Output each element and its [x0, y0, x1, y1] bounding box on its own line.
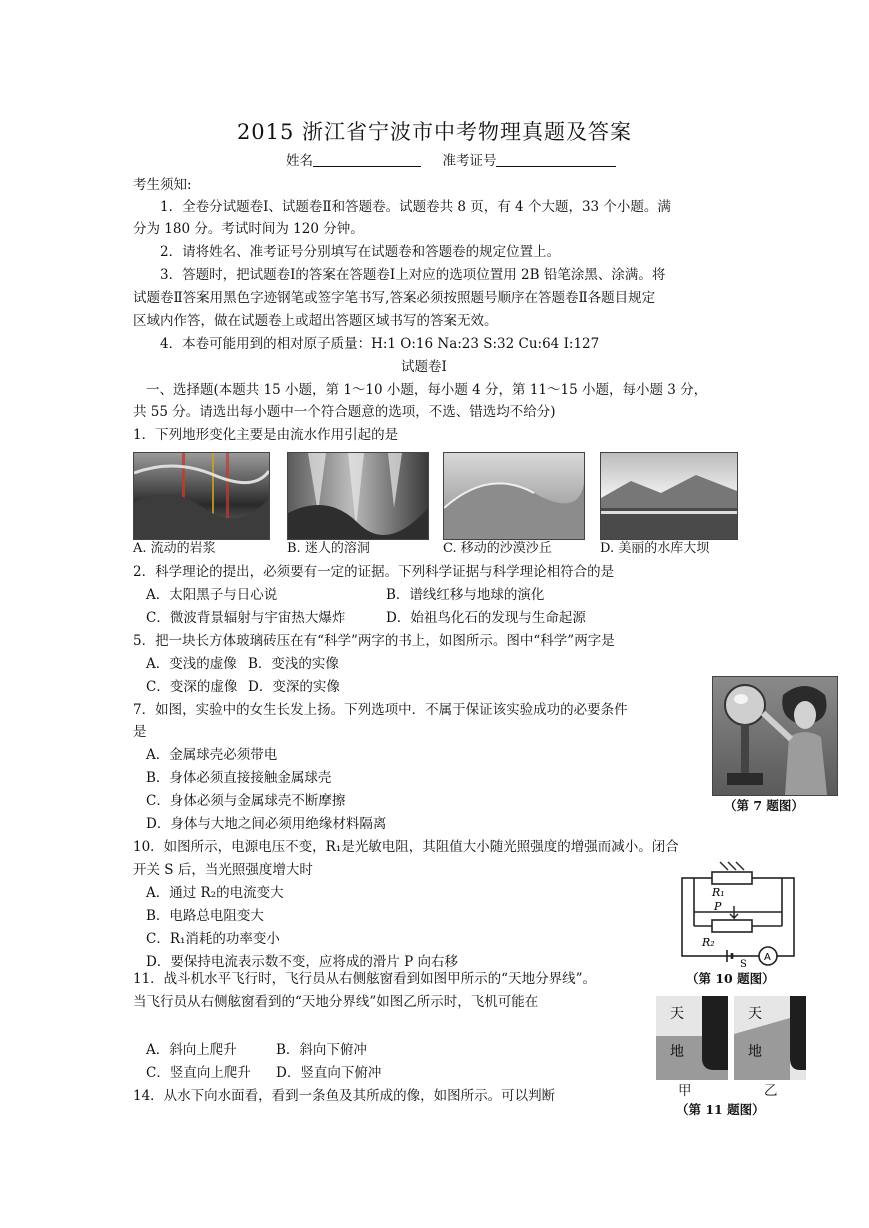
name-blank: [313, 152, 421, 167]
q5-option-c: C．变深的虚像: [146, 679, 238, 695]
notice-item-4: 4．本卷可能用到的相对原子质量：H:1 O:16 Na:23 S:32 Cu:64 I:127: [160, 336, 600, 352]
q1-option-b: B. 迷人的溶洞: [287, 541, 370, 556]
notice-heading: 考生须知:: [133, 177, 192, 193]
q10-stem: 10．如图所示，电源电压不变，R₁是光敏电阻，其阻值大小随光照强度的增强而减小。闭合: [133, 839, 679, 855]
q11-stem: 11．战斗机水平飞行时，飞行员从右侧舷窗看到如图甲所示的“天地分界线”。: [133, 971, 596, 987]
q7-stem: 7．如图，实验中的女生长发上扬。下列选项中．不属于保证该实验成功的必要条件: [133, 702, 628, 718]
exam-id-label: 准考证号: [442, 153, 497, 169]
dune-photo-art: [444, 453, 584, 539]
section-intro: 一、选择题(本题共 15 小题，第 1～10 小题，每小题 4 分，第 11～15 小题，每小题 3 分，: [146, 382, 708, 398]
notice-item-3-cont: 试题卷Ⅱ答案用黑色字迹钢笔或签字笔书写,答案必须按照题号顺序在答题卷Ⅱ各题目规定: [133, 290, 656, 306]
notice-item-1-cont: 分为 180 分。考试时间为 120 分钟。: [133, 221, 364, 237]
cave-photo: [287, 452, 429, 540]
van-de-graaff-photo: [712, 676, 838, 796]
ground-label: 地: [670, 1044, 684, 1060]
switch-label: S: [740, 959, 747, 968]
ground-label: 地: [748, 1044, 762, 1060]
sky-label: 天: [670, 1006, 684, 1022]
lava-photo: [133, 452, 270, 540]
r2-label: R₂: [702, 936, 715, 949]
window-frame: [702, 996, 728, 1070]
q5-option-a: A．变浅的虚像: [146, 656, 237, 672]
q2-option-d: D．始祖鸟化石的发现与生命起源: [386, 610, 586, 626]
q11-figure-jia: [656, 996, 728, 1080]
q2-option-c: C．微波背景辐射与宇宙热大爆炸: [146, 610, 346, 626]
notice-item-3-cont2: 区域内作答，做在试题卷上或超出答题区域书写的答案无效。: [133, 313, 498, 329]
r1-label: R₁: [712, 886, 725, 899]
q10-option-d: D．要保持电流表示数不变，应将成的滑片 P 向右移: [146, 954, 458, 970]
q11-label-yi: 乙: [764, 1083, 778, 1099]
q11-option-a: A．斜向上爬升: [146, 1042, 237, 1058]
q11-figure-yi: [734, 996, 806, 1080]
q11-option-b: B．斜向下俯冲: [276, 1042, 367, 1058]
q7-fig-caption: （第 7 题图）: [724, 798, 804, 813]
q10-option-a: A．通过 R₂的电流变大: [146, 885, 284, 901]
light-arrows: [720, 862, 744, 870]
q7-option-a: A．金属球壳必须带电: [146, 747, 278, 763]
notice-item-3: 3．答题时，把试题卷Ⅰ的答案在答题卷Ⅰ上对应的选项位置用 2B 铅笔涂黑、涂满。将: [160, 267, 666, 283]
van-de-graaff-art: [713, 677, 837, 795]
q2-option-a: A．太阳黑子与日心说: [146, 587, 278, 603]
q7-option-b: B．身体必须直接接触金属球壳: [146, 770, 332, 786]
q1-option-a: A. 流动的岩浆: [133, 541, 216, 556]
section-intro-cont: 共 55 分。请选出每小题中一个符合题意的选项，不选、错选均不给分): [133, 404, 556, 420]
ammeter-label: A: [764, 952, 771, 963]
r1-resistor: [712, 872, 752, 884]
dam-photo-art: [601, 453, 737, 539]
q5-stem: 5．把一块长方体玻璃砖压在有“科学”两字的书上，如图所示。图中“科学”两字是: [133, 633, 615, 649]
q2-stem: 2．科学理论的提出，必须要有一定的证据。下列科学证据与科学理论相符合的是: [133, 564, 615, 580]
dam-photo: [600, 452, 738, 540]
q7-option-c: C．身体必须与金属球壳不断摩擦: [146, 793, 346, 809]
sky-label: 天: [748, 1006, 762, 1022]
q11-label-jia: 甲: [678, 1083, 692, 1099]
q1-option-c: C. 移动的沙漠沙丘: [443, 541, 552, 556]
name-field: [286, 152, 616, 170]
q10-stem-cont: 开关 S 后，当光照强度增大时: [133, 862, 313, 878]
lava-photo-art: [134, 453, 269, 539]
cave-photo-art: [288, 453, 428, 539]
dune-photo: [443, 452, 585, 540]
notice-item-2: 2．请将姓名、准考证号分别填写在试题卷和答题卷的规定位置上。: [160, 244, 561, 260]
page-title: 2015 浙江省宁波市中考物理真题及答案: [236, 120, 633, 144]
q5-option-d: D．变深的实像: [248, 679, 340, 695]
q10-option-c: C．R₁消耗的功率变小: [146, 931, 280, 947]
q11-fig-caption: （第 11 题图）: [676, 1102, 765, 1117]
q1-stem: 1．下列地形变化主要是由流水作用引起的是: [133, 427, 399, 443]
r2-rheostat: [712, 920, 752, 932]
window-frame: [790, 996, 806, 1070]
q10-option-b: B．电路总电阻变大: [146, 908, 264, 924]
q10-fig-caption: （第 10 题图）: [686, 971, 775, 986]
q7-stem-cont: 是: [133, 724, 147, 740]
notice-item-1: 1．全卷分试题卷Ⅰ、试题卷Ⅱ和答题卷。试题卷共 8 页，有 4 个大题，33 个小题。满: [160, 199, 671, 215]
q14-stem: 14．从水下向水面看，看到一条鱼及其所成的像，如图所示。可以判断: [133, 1088, 556, 1104]
q11-stem-cont: 当飞行员从右侧舷窗看到的“天地分界线”如图乙所示时，飞机可能在: [133, 994, 539, 1010]
q11-option-d: D．竖直向下俯冲: [276, 1065, 382, 1081]
q10-circuit-diagram: [672, 858, 802, 968]
q5-option-b: B．变浅的实像: [248, 656, 339, 672]
exam-id-blank: [496, 152, 616, 167]
q7-option-d: D．身体与大地之间必须用绝缘材料隔离: [146, 816, 387, 832]
q2-option-b: B．谱线红移与地球的演化: [386, 587, 545, 603]
section-title: 试题卷Ⅰ: [401, 359, 447, 375]
q11-option-c: C．竖直向上爬升: [146, 1065, 251, 1081]
q1-option-d: D. 美丽的水库大坝: [600, 541, 710, 556]
p-label: P: [714, 900, 722, 913]
name-label: 姓名: [286, 153, 313, 169]
